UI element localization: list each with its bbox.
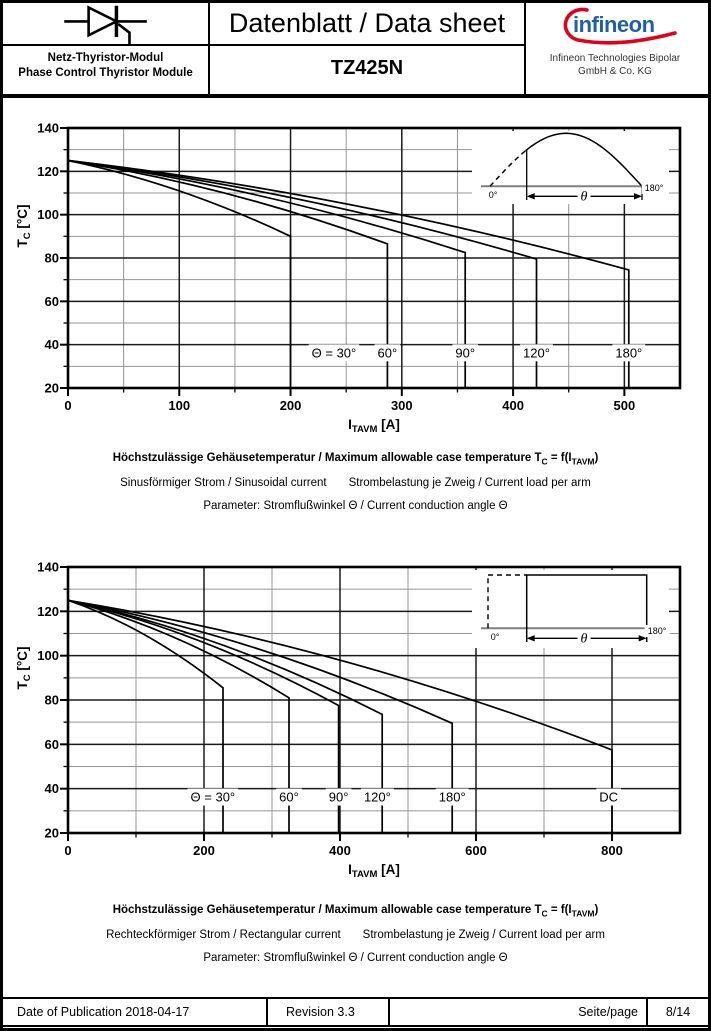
rect-waveform-inset xyxy=(472,570,670,648)
caption-title: Höchstzulässige Gehäusetemperatur / Maximum allowable case temperature $T_C = f(I_{TAVM})$ xyxy=(112,452,599,467)
x-tick-label: 400 xyxy=(329,843,351,858)
curve-label-30deg: Θ = 30° xyxy=(190,789,236,805)
x-axis-label: ITAVM [A] xyxy=(348,862,400,880)
curve-60deg xyxy=(68,600,289,833)
product-type xyxy=(3,46,208,81)
y-tick-label: 140 xyxy=(37,120,59,136)
curve-label-DC: DC xyxy=(599,789,618,805)
x-tick-label: 800 xyxy=(601,843,623,858)
document-title: Datenblatt / Data sheet xyxy=(228,8,506,38)
curve-90deg xyxy=(68,161,465,389)
infineon-logo-text: infineon xyxy=(573,11,655,37)
y-tick-label: 120 xyxy=(37,603,59,619)
y-tick-label: 80 xyxy=(44,692,59,708)
curve-label-120deg: 120° xyxy=(523,345,550,361)
sine-waveform-inset xyxy=(472,131,669,206)
header xyxy=(3,3,708,98)
x-tick-label: 100 xyxy=(168,398,191,413)
header-cell-module xyxy=(3,3,210,94)
y-tick-label: 40 xyxy=(44,337,59,353)
x-tick-label: 0 xyxy=(64,843,72,858)
x-tick-label: 200 xyxy=(279,398,302,413)
caption-subtitle: Sinusförmiger Strom / Sinusoidal current Strombelastung je Zweig / Current load per arm xyxy=(120,477,591,490)
caption-parameter: Parameter: Stromflußwinkel Θ / Current conduction angle Θ xyxy=(203,952,508,965)
theta-symbol: θ xyxy=(580,189,588,205)
curve-label-180deg: 180° xyxy=(438,789,466,805)
publication-date: Date of Publication 2018-04-17 xyxy=(3,999,268,1025)
x-tick-label: 500 xyxy=(613,398,636,413)
company-name: Infineon Technologies Bipolar GmbH & Co. KG xyxy=(549,53,681,77)
revision: Revision 3.3 xyxy=(268,999,390,1025)
header-cell-title xyxy=(210,3,526,94)
y-tick-label: 60 xyxy=(44,736,59,752)
curve-label-60deg: 60° xyxy=(279,789,299,805)
theta-symbol: θ xyxy=(580,631,588,647)
x-tick-label: 600 xyxy=(465,843,487,858)
thyristor-symbol-box xyxy=(3,3,208,46)
chart1-caption xyxy=(3,452,708,512)
curve-label-90deg: 90° xyxy=(455,345,476,361)
curve-label-60deg: 60° xyxy=(377,345,398,361)
y-tick-label: 20 xyxy=(44,380,59,396)
inset-180-label: 180° xyxy=(644,183,664,193)
y-tick-label: 60 xyxy=(44,293,59,309)
curve-labels xyxy=(188,789,621,806)
curve-label-90deg: 90° xyxy=(328,789,349,805)
x-tick-label: 200 xyxy=(193,843,215,858)
x-axis-label: ITAVM [A] xyxy=(348,417,400,435)
page-number: 8/14 xyxy=(665,1005,691,1019)
y-tick-label: 40 xyxy=(44,781,59,797)
thyristor-symbol-icon xyxy=(56,4,156,44)
caption-subtitle: Rechteckförmiger Strom / Rectangular current Strombelastung je Zweig / Current load per arm xyxy=(106,929,605,942)
sinusoidal-derating-chart xyxy=(7,103,704,448)
curve-label-120deg: 120° xyxy=(363,789,391,805)
rectangular-derating-chart xyxy=(7,550,704,880)
inset-zero-label: 0° xyxy=(490,632,500,642)
y-tick-label: 20 xyxy=(44,825,59,841)
product-type-line1: Netz-Thyristor-Modul xyxy=(47,52,164,64)
y-tick-label: 120 xyxy=(37,163,59,179)
inset-zero-label: 0° xyxy=(488,190,498,200)
y-tick-label: 80 xyxy=(44,250,59,266)
curve-180deg xyxy=(68,600,452,833)
y-axis-label: TC [°C] xyxy=(15,204,33,248)
y-tick-label: 100 xyxy=(37,207,59,223)
x-tick-label: 300 xyxy=(390,398,413,413)
infineon-logo xyxy=(549,4,681,46)
footer xyxy=(3,997,708,1027)
inset-180-label: 180° xyxy=(647,626,667,636)
x-tick-label: 0 xyxy=(64,398,72,413)
y-axis-label: TC [°C] xyxy=(15,646,33,690)
curve-label-30deg: Θ = 30° xyxy=(311,345,357,361)
page-label: Seite/page xyxy=(390,999,648,1025)
product-type-line2: Phase Control Thyristor Module xyxy=(18,67,193,79)
y-tick-label: 100 xyxy=(37,648,59,664)
header-cell-company xyxy=(526,3,704,94)
caption-title: Höchstzulässige Gehäusetemperatur / Maximum allowable case temperature $T_C = f(I_{TAVM})$ xyxy=(112,904,599,919)
chart2-caption xyxy=(3,904,708,964)
curve-label-180deg: 180° xyxy=(615,345,643,361)
part-number: TZ425N xyxy=(330,57,404,79)
x-tick-label: 400 xyxy=(502,398,524,413)
y-tick-label: 140 xyxy=(37,559,59,575)
caption-parameter: Parameter: Stromflußwinkel Θ / Current conduction angle Θ xyxy=(203,500,508,513)
curve-labels xyxy=(309,344,646,361)
